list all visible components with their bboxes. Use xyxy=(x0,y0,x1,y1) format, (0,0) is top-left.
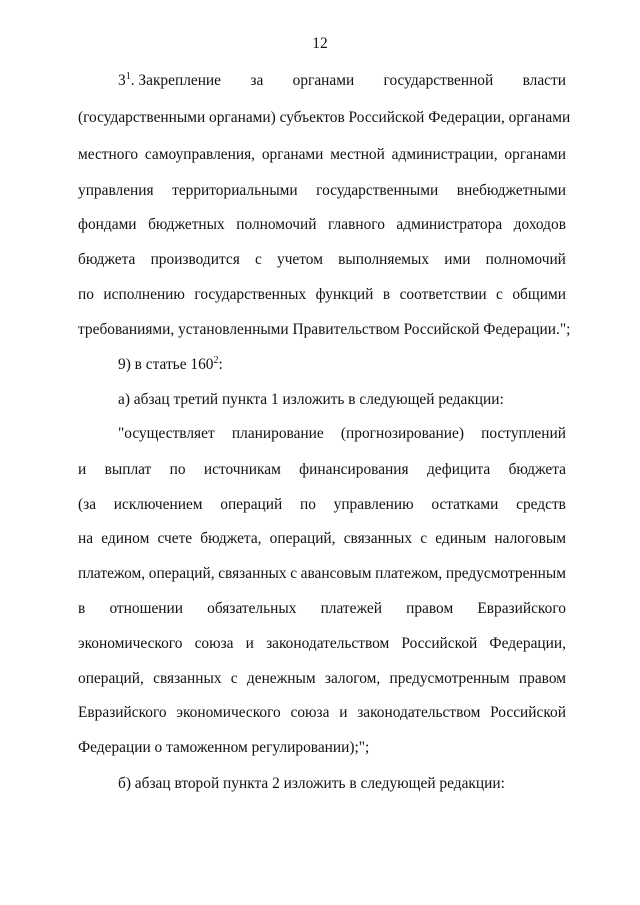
word: внебюджетными xyxy=(456,182,566,199)
word: и xyxy=(78,461,87,478)
word: экономического xyxy=(176,704,281,721)
word: и xyxy=(339,704,348,721)
word: бюджета, xyxy=(200,530,262,547)
word: с xyxy=(230,670,238,687)
word: доходов xyxy=(513,216,566,233)
word: бюджета xyxy=(78,251,136,268)
word: союза xyxy=(194,635,234,652)
word: (за xyxy=(78,496,97,513)
word: залогом, xyxy=(324,670,381,687)
word: связанных xyxy=(153,670,222,687)
word: с xyxy=(420,530,428,547)
word: законодательством xyxy=(357,704,481,721)
word: местной xyxy=(330,146,385,163)
word: бюджета xyxy=(508,461,566,478)
paragraph-3-1-line-6 xyxy=(78,250,566,270)
word: и xyxy=(245,635,254,652)
word: в xyxy=(382,286,391,303)
word: налоговым xyxy=(494,530,566,547)
word: учетом xyxy=(277,251,323,268)
quote-line-4 xyxy=(78,529,566,549)
word: администратора xyxy=(396,216,503,233)
word: "осуществляет xyxy=(118,425,215,442)
word: связанных xyxy=(218,565,287,582)
word: управлению xyxy=(333,496,414,513)
word: планирование xyxy=(231,425,324,442)
word: полномочий xyxy=(485,251,566,268)
word: общими xyxy=(512,286,566,303)
word: платежом, xyxy=(375,565,443,582)
page-number: 12 xyxy=(312,35,328,52)
word: операций xyxy=(220,496,283,513)
item-9: 9) в статье $160^2$: xyxy=(118,355,223,373)
quote-line-9 xyxy=(78,703,566,723)
word: денежным xyxy=(246,670,316,687)
quote-line-1 xyxy=(118,424,566,444)
quote-line-3 xyxy=(78,495,566,515)
item-b: б) абзац второй пункта 2 изложить в следующей редакции: xyxy=(118,775,505,792)
word: по xyxy=(78,286,94,303)
paragraph-3-1-line-4 xyxy=(78,181,566,201)
word: исключением xyxy=(113,496,203,513)
word: правом xyxy=(518,670,566,687)
word: функций xyxy=(315,286,374,303)
word: операций, xyxy=(78,670,144,687)
word: (прогнозирование) xyxy=(340,425,464,442)
quote-line-6 xyxy=(78,599,566,619)
quote-line-5 xyxy=(78,564,566,584)
word: соответствии xyxy=(399,286,487,303)
word: платежом, xyxy=(78,565,146,582)
quote-line-2 xyxy=(78,460,566,480)
word: единым xyxy=(435,530,487,547)
word: едином xyxy=(101,530,150,547)
word: территориальными xyxy=(172,182,298,199)
word: органами xyxy=(504,146,566,163)
paragraph-3-1-line-3 xyxy=(78,145,566,165)
word: счете xyxy=(157,530,193,547)
word: операций, xyxy=(269,530,336,547)
quote-line-10: Федерации о таможенном регулировании);"; xyxy=(78,739,370,756)
word: на xyxy=(78,530,94,547)
quote-line-7 xyxy=(78,634,566,654)
paragraph-3-1-line-5 xyxy=(78,215,566,235)
word: отношении xyxy=(109,600,183,617)
word: самоуправления, xyxy=(144,146,256,163)
word: Российской xyxy=(490,704,566,721)
word: авансовым xyxy=(300,565,372,582)
word: предусмотренным xyxy=(389,670,510,687)
word: источникам xyxy=(203,461,281,478)
word: Евразийского xyxy=(477,600,566,617)
word: поступлений xyxy=(481,425,566,442)
word: экономического xyxy=(78,635,183,652)
word: операций, xyxy=(148,565,215,582)
word: государственных xyxy=(194,286,307,303)
word: с xyxy=(496,286,503,303)
word: дефицита xyxy=(426,461,491,478)
word: Федерации, xyxy=(489,635,566,652)
paragraph-3-1-line-7 xyxy=(78,285,566,305)
word: выполняемых xyxy=(338,251,430,268)
word: в xyxy=(78,600,86,617)
word: правом xyxy=(406,600,454,617)
word: по xyxy=(299,496,316,513)
word: главного xyxy=(328,216,385,233)
word: государственными xyxy=(316,182,439,199)
paragraph-3-1-line-2: (государственными органами) субъектов Российской Федерации, органами xyxy=(78,109,571,126)
word: союза xyxy=(290,704,330,721)
word: органами xyxy=(261,146,324,163)
word: обязательных xyxy=(207,600,297,617)
word: исполнению xyxy=(103,286,185,303)
word: выплат xyxy=(104,461,152,478)
word: администрации, xyxy=(391,146,498,163)
word: законодательством xyxy=(266,635,390,652)
word: местного xyxy=(78,146,139,163)
word: средств xyxy=(516,496,566,513)
item-a: а) абзац третий пункта 1 изложить в следующей редакции: xyxy=(118,391,504,408)
word: с xyxy=(254,251,262,268)
word: платежей xyxy=(320,600,382,617)
word: Евразийского xyxy=(78,704,167,721)
word: с xyxy=(290,565,298,582)
word: бюджетных xyxy=(148,216,225,233)
quote-line-8 xyxy=(78,669,566,689)
word: остатками xyxy=(431,496,499,513)
paragraph-3-1-line-1: $3^1$. Закрепление за органами государственной власти xyxy=(118,71,566,89)
word: предусмотренным xyxy=(445,565,566,582)
word: по xyxy=(169,461,186,478)
word: производится xyxy=(150,251,240,268)
word: Российской xyxy=(401,635,478,652)
paragraph-3-1-line-8: требованиями, установленными Правительством Российской Федерации."; xyxy=(78,321,571,338)
word: связанных xyxy=(343,530,413,547)
paragraph-3-1-lead: $3^1$. Закрепление xyxy=(118,71,222,89)
word: фондами xyxy=(78,216,137,233)
word: ими xyxy=(444,251,471,268)
word: полномочий xyxy=(236,216,317,233)
word: управления xyxy=(78,182,154,199)
word: финансирования xyxy=(299,461,409,478)
